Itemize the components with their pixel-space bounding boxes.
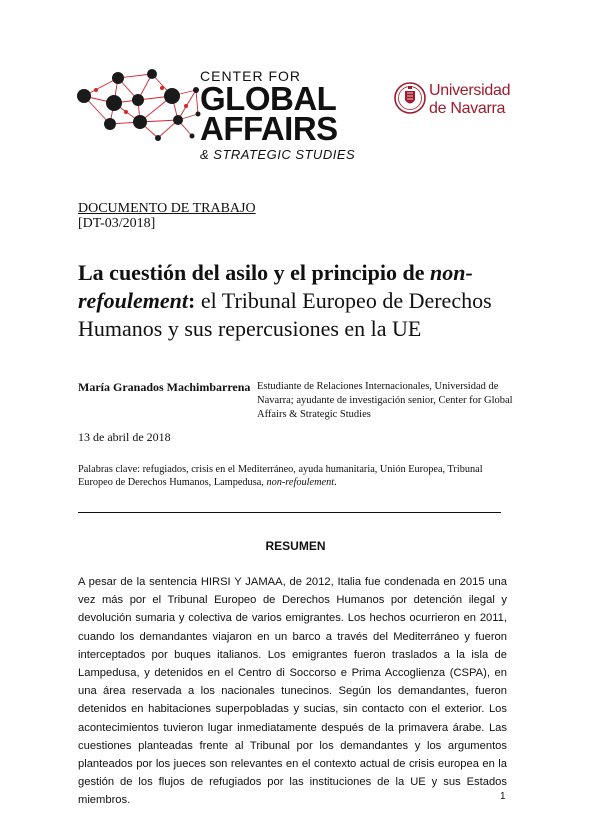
- cga-line1: CENTER FOR: [200, 68, 301, 84]
- keywords-end: .: [334, 477, 337, 488]
- doc-type-label: DOCUMENTO DE TRABAJO: [78, 201, 256, 216]
- unav-line2: de Navarra: [429, 100, 506, 117]
- author-name: María Granados Machimbarrena: [78, 380, 251, 394]
- page-title: [78, 259, 518, 343]
- cga-line2: GLOBAL: [200, 80, 337, 117]
- document-date: 13 de abril de 2018: [78, 430, 171, 444]
- document-type: [78, 201, 256, 231]
- title-bold: La cuestión del asilo y el principio de: [78, 260, 431, 285]
- title-bold-italic: non-refoulement: [78, 260, 473, 313]
- keywords-text: Palabras clave: refugiados, crisis en el Mediterráneo, ayuda humanitaria, Unión Europea, Tribunal Europeo de Derechos Humanos, Lampedusa,: [78, 464, 483, 488]
- author-description: Estudiante de Relaciones Internacionales, Universidad de Navarra; ayudante de investigación senior, Center for Global Affairs & Strategic Studies: [257, 381, 513, 420]
- unav-wordmark: [429, 82, 510, 118]
- cga-line3: AFFAIRS: [200, 110, 338, 147]
- unav-line1: Universidad: [429, 82, 511, 99]
- title-colon: :: [188, 288, 196, 313]
- divider: [78, 512, 501, 513]
- title-rest: el Tribunal Europeo de Derechos Humanos y sus repercusiones en la UE: [78, 288, 492, 341]
- keywords: [78, 463, 508, 489]
- cga-network-logo-icon: [74, 66, 202, 142]
- page-number: 1: [500, 791, 506, 802]
- doc-code: [DT-03/2018]: [78, 216, 156, 231]
- unav-seal-icon: [393, 78, 427, 118]
- cga-line4: & STRATEGIC STUDIES: [200, 147, 356, 162]
- resumen-body: A pesar de la sentencia HIRSI Y JAMAA, de 2012, Italia fue condenada en 2015 una vez más por el Tribunal Europeo de Derechos Humanos por detención ilegal y devolución sumaria y colectiva de varios emigrantes. Los hechos ocurrieron en 2011, cuando los demandantes viajaron en un barco a través del Mediterráneo y fueron interceptados por buques italianos. Los emigrantes fueron traslados a la isla de Lampedusa, y detenidos en el Centro di Soccorso e Prima Accoglienza (CSPA), en una área reservada a los nacionales tunecinos. Según los demandantes, fueron detenidos en habitaciones superpobladas y sucias, sin contacto con el exterior. Los acontecimientos tuvieron lugar inmediatamente después de la primavera árabe. Las cuestiones planteadas frente al Tribunal por los demandantes y los argumentos planteados por los jueces son relevantes en el contexto actual de crisis europea en la gestión de los flujos de refugiados por las instituciones de la UE y sus Estados miembros.: [78, 576, 507, 807]
- resumen-heading: RESUMEN: [265, 539, 326, 553]
- unav-logo: [393, 78, 523, 118]
- keywords-italic: non-refoulement: [266, 477, 335, 488]
- cga-logo-text: [200, 68, 355, 164]
